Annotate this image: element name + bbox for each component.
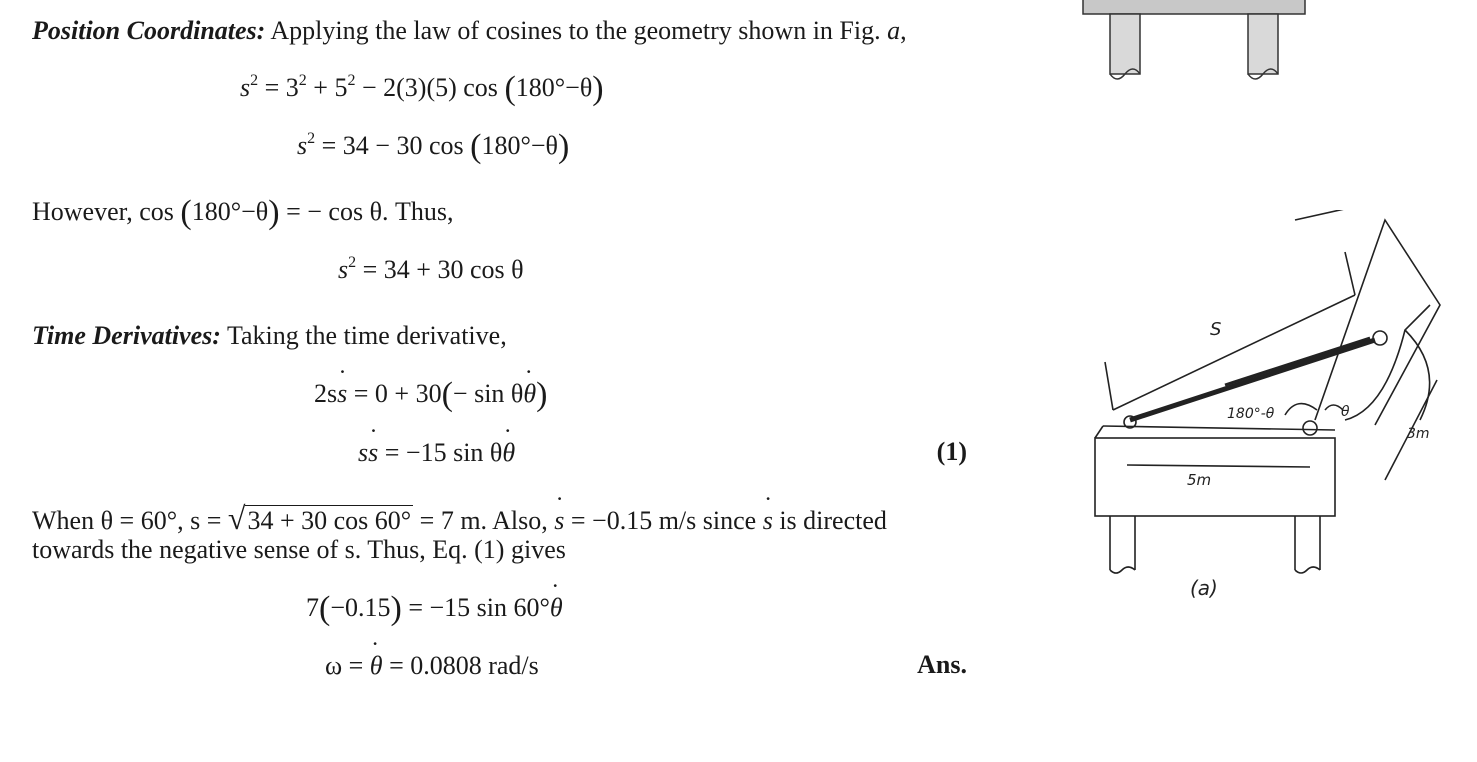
equation-tag: (1) (936, 437, 967, 466)
equation-law-of-cosines: $s^2 = 3^2 + 5^2 - 2(3)(5)$ cos (180°−θ) (240, 70, 604, 107)
label-180-theta: 180°-θ (1227, 406, 1275, 422)
derivatives-paragraph (32, 320, 507, 351)
fig-ref: a (887, 16, 901, 45)
label-5m: 5m (1187, 471, 1212, 489)
derivatives-heading: Time Derivatives: (32, 321, 221, 350)
figure-a-diagram (1085, 210, 1455, 610)
equation-one: ss ˙ = −15 sin θθ ˙ (358, 437, 515, 468)
equation-s-squared: $s^2 = 34 - 30$ cos (180°−θ) (297, 128, 570, 165)
derivatives-intro: Taking the time derivative, (226, 321, 507, 350)
position-heading: Position Coordinates: (32, 16, 266, 45)
when-line-1: When θ = 60°, s = √34 + 30 cos 60° = 7 m. Also, s ˙ = −0.15 m/s since s ˙ is directed (32, 503, 887, 536)
equation-answer: ω = θ ˙ = 0.0808 rad/s (325, 650, 539, 681)
figure-caption: (a) (1190, 576, 1218, 600)
label-theta: θ (1341, 404, 1350, 420)
when-line-2: towards the negative sense of s. Thus, Eq. (1) gives (32, 535, 566, 564)
equation-s-squared-simplified: $s^2 = 34 + 30$ cos θ (338, 254, 524, 284)
however-paragraph: However, cos (180°−θ) = − cos θ. Thus, (32, 194, 454, 231)
label-s: S (1210, 319, 1222, 340)
position-intro: Applying the law of cosines to the geometry shown in Fig. (270, 16, 881, 45)
position-paragraph: Position Coordinates: Applying the law of cosines to the geometry shown in Fig. a, (32, 16, 907, 45)
top-figure-legs (1080, 0, 1310, 90)
equation-derivative: 2ss ˙ = 0 + 30(− sin θθ ˙) (314, 378, 547, 410)
label-3m: 3m (1407, 426, 1430, 442)
equation-substitution: 7(−0.15) = −15 sin 60°θ ˙ (306, 592, 563, 624)
answer-tag: Ans. (917, 650, 967, 679)
